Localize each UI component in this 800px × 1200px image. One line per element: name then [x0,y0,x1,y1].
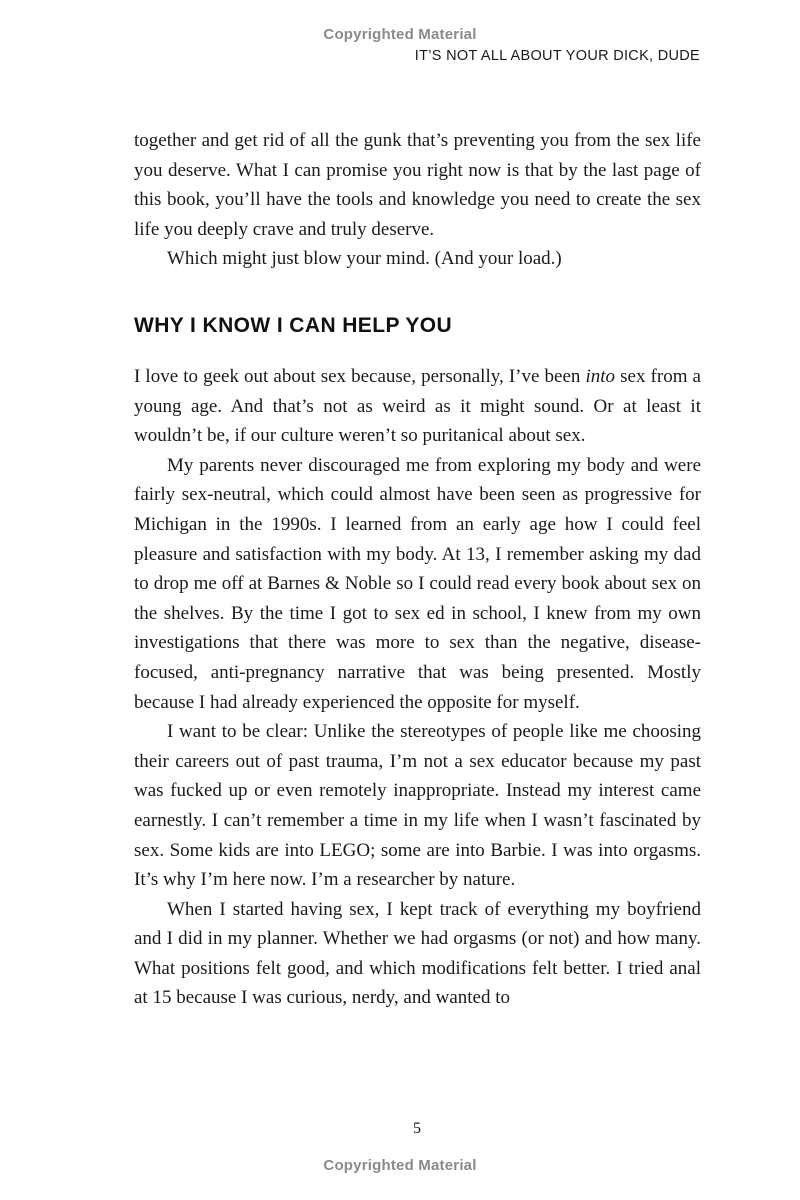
copyright-watermark-top: Copyrighted Material [323,26,477,43]
paragraph [134,362,701,451]
emphasis-text: into [585,366,616,387]
paragraph: I want to be clear: Unlike the stereotypes of people like me choosing their careers out of past trauma, I’m not a sex educator because my past was fucked up or even remotely inappropriate. Instead my interest came earnestly. I can’t remember a time in my life when I wasn’t fascinated by sex. Some kids are into LEGO; some are into Barbie. I was into orgasms. It’s why I’m here now. I’m a researcher by nature. [134,721,701,891]
paragraph: together and get rid of all the gunk that’s preventing you from the sex life you deserve. What I can promise you right now is that by the last page of this book, you’ll have the tools and knowledge you need to create the sex life you deeply crave and truly deserve. [134,130,701,240]
paragraph-text-before: I love to geek out about sex because, personally, I’ve been [134,366,586,387]
paragraph: Which might just blow your mind. (And your load.) [167,248,562,270]
intro-text [134,126,701,274]
running-head: IT’S NOT ALL ABOUT YOUR DICK, DUDE [414,48,700,64]
paragraph-text-after: sex from a young age. And that’s not as weird as it might sound. Or at least it wouldn’t be, if our culture weren’t so puritanical about sex. [134,366,701,447]
section-heading: WHY I KNOW I CAN HELP YOU [134,314,453,337]
copyright-watermark-bottom: Copyrighted Material [323,1157,477,1174]
section-text [134,362,701,1013]
paragraph: My parents never discouraged me from exploring my body and were fairly sex-neutral, which could almost have been seen as progressive for Michigan in the 1990s. I learned from an early age how I could feel pleasure and satisfaction with my body. At 13, I remember asking my dad to drop me off at Barnes & Noble so I could read every book about sex on the shelves. By the time I got to sex ed in school, I knew from my own investigations that there was more to sex than the negative, disease-focused, anti-pregnancy narrative that was being presented. Mostly because I had already experienced the opposite for myself. [134,454,701,713]
paragraph: When I started having sex, I kept track of everything my boyfriend and I did in my planner. Whether we had orgasms (or not) and how many. What positions felt good, and which modifications felt better. I tried anal at 15 because I was curious, nerdy, and wanted to [134,898,701,1009]
page-number: 5 [413,1120,421,1137]
